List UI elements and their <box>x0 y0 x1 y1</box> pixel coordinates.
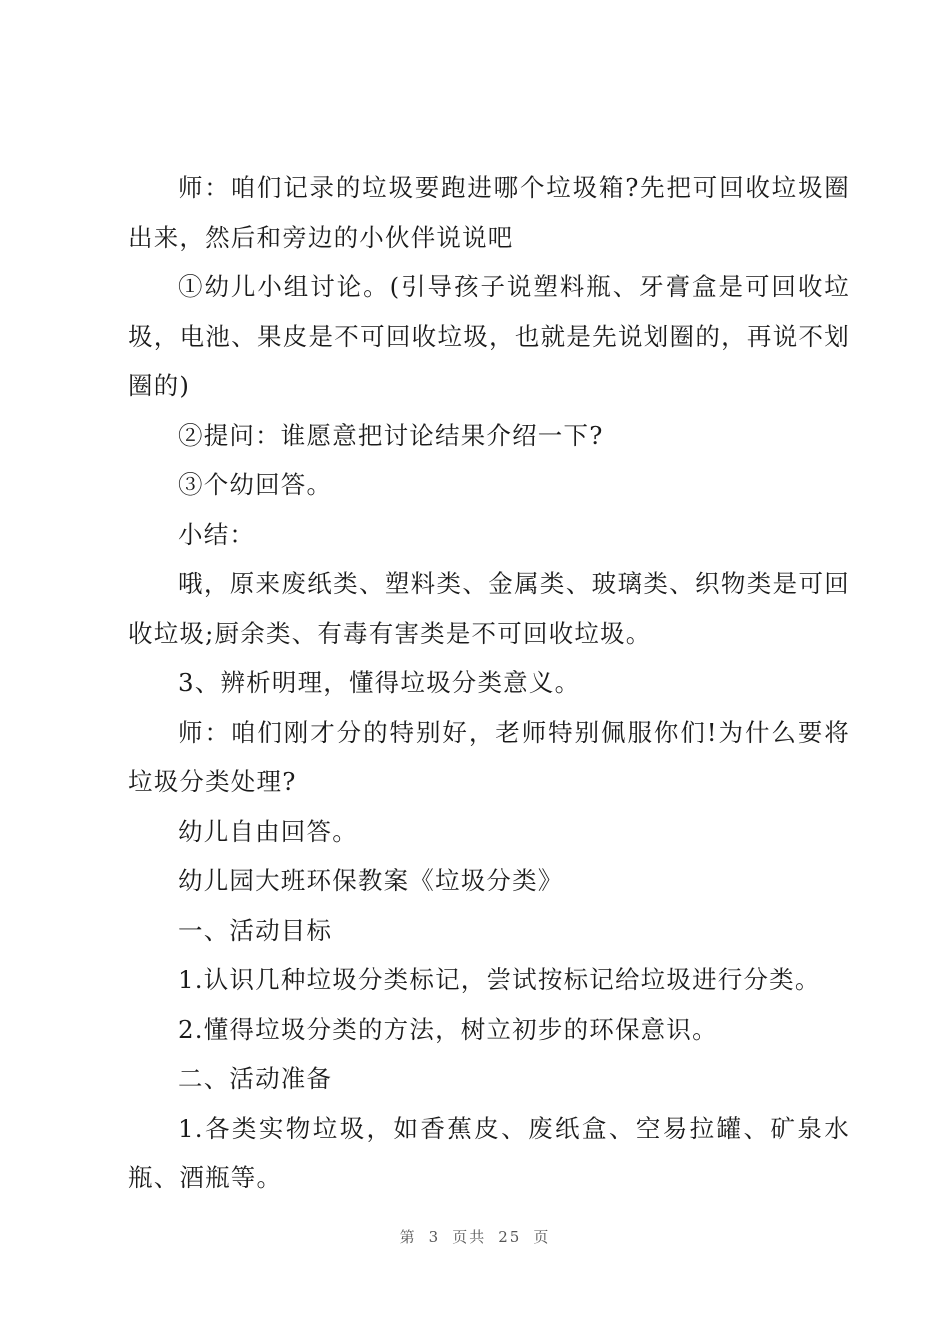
paragraph: 哦，原来废纸类、塑料类、金属类、玻璃类、织物类是可回收垃圾;厨余类、有毒有害类是不可回收垃圾。 <box>128 569 850 648</box>
paragraph: 幼儿园大班环保教案《垃圾分类》 <box>178 866 564 895</box>
paragraph: ②提问：谁愿意把讨论结果介绍一下? <box>178 420 604 450</box>
paragraph: 小结： <box>178 519 256 549</box>
document-body <box>128 163 850 1203</box>
paragraph: 师：咱们刚才分的特别好，老师特别佩服你们!为什么要将垃圾分类处理? <box>128 717 850 796</box>
page-footer <box>0 1226 950 1247</box>
footer-suffix: 页 <box>533 1228 551 1246</box>
footer-middle: 页共 <box>452 1228 487 1246</box>
footer-current-page: 3 <box>428 1228 441 1246</box>
paragraph: 二、活动准备 <box>178 1064 333 1093</box>
paragraph: 一、活动目标 <box>178 915 333 945</box>
paragraph: 师：咱们记录的垃圾要跑进哪个垃圾箱?先把可回收垃圾圈出来，然后和旁边的小伙伴说说吧 <box>128 173 850 252</box>
paragraph: 1.认识几种垃圾分类标记，尝试按标记给垃圾进行分类。 <box>178 965 821 994</box>
paragraph: 1.各类实物垃圾，如香蕉皮、废纸盒、空易拉罐、矿泉水瓶、酒瓶等。 <box>128 1113 850 1192</box>
paragraph: 2.懂得垃圾分类的方法，树立初步的环保意识。 <box>178 1014 718 1044</box>
footer-prefix: 第 <box>399 1228 417 1246</box>
paragraph: 3、辨析明理，懂得垃圾分类意义。 <box>178 668 581 697</box>
footer-total-pages: 25 <box>498 1228 522 1246</box>
paragraph: ③个幼回答。 <box>178 470 333 499</box>
paragraph: 幼儿自由回答。 <box>178 816 358 846</box>
paragraph: ①幼儿小组讨论。(引导孩子说塑料瓶、牙膏盒是可回收垃圾，电池、果皮是不可回收垃圾，也就是先说划圈的，再说不划圈的) <box>128 272 850 400</box>
